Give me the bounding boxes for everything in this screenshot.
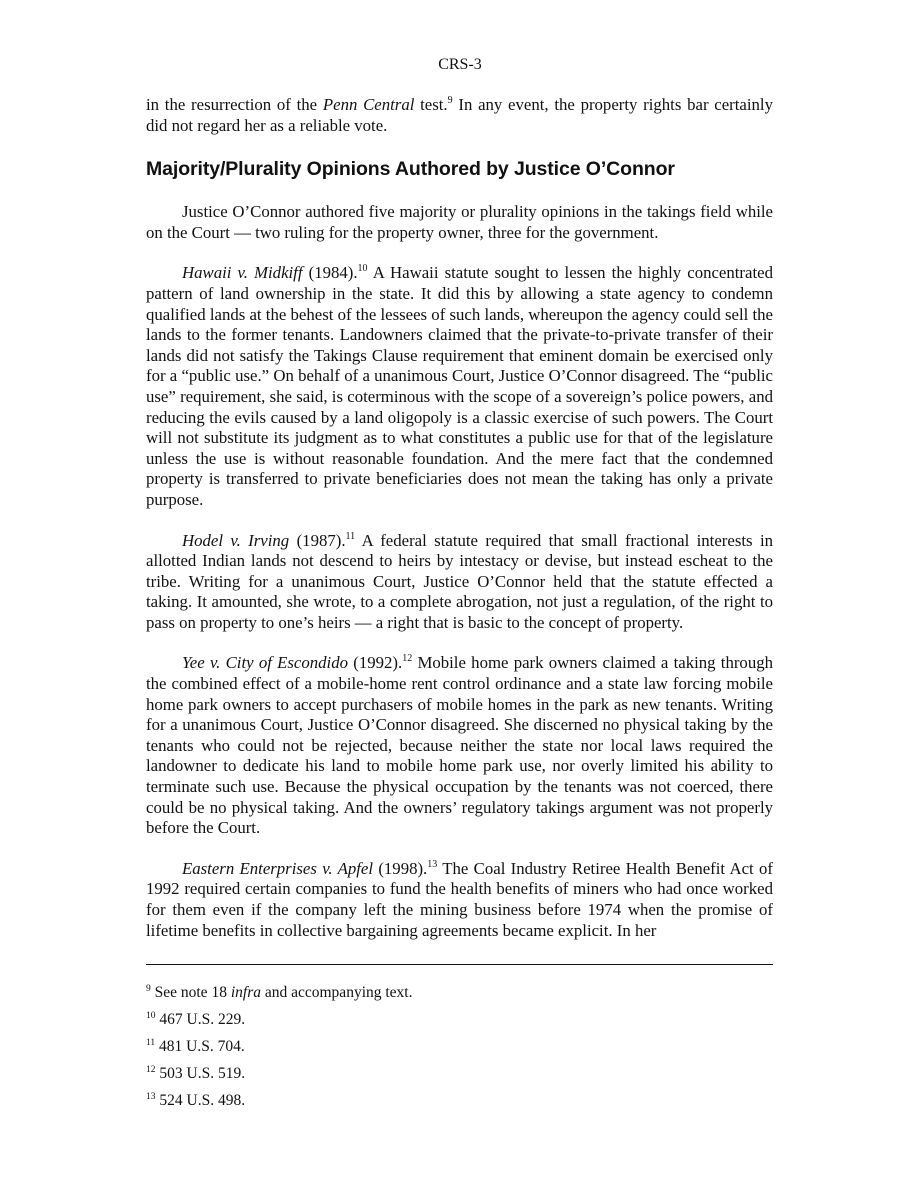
footnote-text: See note 18 (154, 984, 231, 1001)
case-paragraph-irving (146, 531, 773, 634)
footnote-ref-12[interactable]: 12 (402, 653, 413, 665)
case-year: (1992). (347, 653, 403, 673)
footnote-text: 524 U.S. 498. (159, 1092, 246, 1109)
case-paragraph-yee (146, 653, 773, 838)
case-paragraph-midkiff (146, 263, 773, 510)
case-paragraph-apfel (146, 859, 773, 941)
case-name-penn-central: Penn Central (322, 95, 415, 114)
footnote-divider (146, 964, 773, 965)
footnote-12 (146, 1064, 773, 1084)
case-text: The Coal Industry Retiree Health Benefit Act of 1992 required certain companies to fund the health benefits of miners who had once worked for them even if the company left the mining business before 1974 when the promise of lifetime benefits in collective bargaining agreements became explicit. In her (146, 858, 773, 940)
intro-paragraph (146, 95, 773, 136)
footnote-ref-11[interactable]: 11 (345, 530, 356, 542)
footnote-11 (146, 1037, 773, 1057)
footnote-9 (146, 983, 773, 1003)
footnote-text: 503 U.S. 519. (159, 1065, 246, 1082)
footnote-10 (146, 1010, 773, 1030)
section-heading: Majority/Plurality Opinions Authored by Justice O’Connor (146, 158, 675, 181)
case-year: (1987). (289, 530, 346, 550)
footnote-number: 13 (146, 1092, 156, 1102)
footnote-ref-9[interactable]: 9 (447, 95, 453, 106)
footnote-text: 467 U.S. 229. (159, 1011, 246, 1028)
case-name: Yee v. City of Escondido (182, 653, 348, 673)
footnote-number: 10 (146, 1011, 156, 1021)
case-name: Eastern Enterprises v. Apfel (182, 858, 374, 878)
main-content (146, 95, 773, 941)
footnote-number: 11 (146, 1038, 156, 1048)
case-year: (1998). (373, 858, 428, 878)
intro-text: test. (414, 95, 448, 114)
footnote-13 (146, 1091, 773, 1111)
case-name: Hawaii v. Midkiff (182, 263, 303, 283)
case-text: Mobile home park owners claimed a taking through the combined effect of a mobile-home rent control ordinance and a state law forcing mobile home park owners to accept purchasers of mobile homes in the park as new tenants. Writing for a unanimous Court, Justice O’Connor disagreed. She discerned no physical taking by the tenants who could not be rejected, because neither the state nor local laws required the landowner to dedicate his land to mobile home park use, nor overly limited his ability to terminate such use. Because the physical occupation by the tenants was not coerced, there could be no physical taking. And the owners’ regulatory takings argument was not properly before the Court. (146, 653, 773, 838)
intro-text: in the resurrection of the (146, 95, 323, 114)
footnote-ref-13[interactable]: 13 (427, 858, 438, 870)
intro-text: In any event, the property rights bar certainly did not regard her as a reliable vote. (146, 95, 773, 135)
footnote-italic: infra (230, 984, 261, 1001)
footnote-number: 9 (146, 984, 151, 994)
case-text: A Hawaii statute sought to lessen the highly concentrated pattern of land ownership in the state. It did this by allowing a state agency to condemn qualified lands at the behest of the lessees of such lands, whereupon the agency could sell the lands to the former tenants. Landowners claimed that the private-to-private transfer of their lands did not satisfy the Takings Clause requirement that eminent domain be exercised only for a “public use.” On behalf of a unanimous Court, Justice O’Connor disagreed. The “public use” requirement, she said, is coterminous with the scope of a sovereign’s police powers, and reducing the evils caused by a land oligopoly is a classic exercise of such powers. The Court will not substitute its judgment as to what constitutes a public use for that of the legislature unless the use is without reasonable foundation. And the mere fact that the condemned property is transferred to private beneficiaries does not mean the taking has only a private purpose. (146, 263, 773, 509)
footnote-text: and accompanying text. (260, 984, 413, 1001)
footnotes (146, 983, 773, 1118)
footnote-number: 12 (146, 1065, 156, 1075)
case-name: Hodel v. Irving (182, 530, 290, 550)
footnote-text: 481 U.S. 704. (159, 1038, 245, 1055)
footnote-ref-10[interactable]: 10 (357, 263, 368, 275)
case-text: A federal statute required that small fractional interests in allotted Indian lands not descend to heirs by intestacy or devise, but instead escheat to the tribe. Writing for a unanimous Court, Justice O’Connor held that the statute effected a taking. It amounted, she wrote, to a complete abrogation, not just a regulation, of the right to pass on property to one’s heirs — a right that is basic to the concept of property. (146, 530, 773, 632)
section-intro-paragraph: Justice O’Connor authored five majority or plurality opinions in the takings field while on the Court — two ruling for the property owner, three for the government. (146, 202, 773, 242)
page-header: CRS-3 (438, 56, 482, 73)
case-year: (1984). (302, 263, 358, 283)
